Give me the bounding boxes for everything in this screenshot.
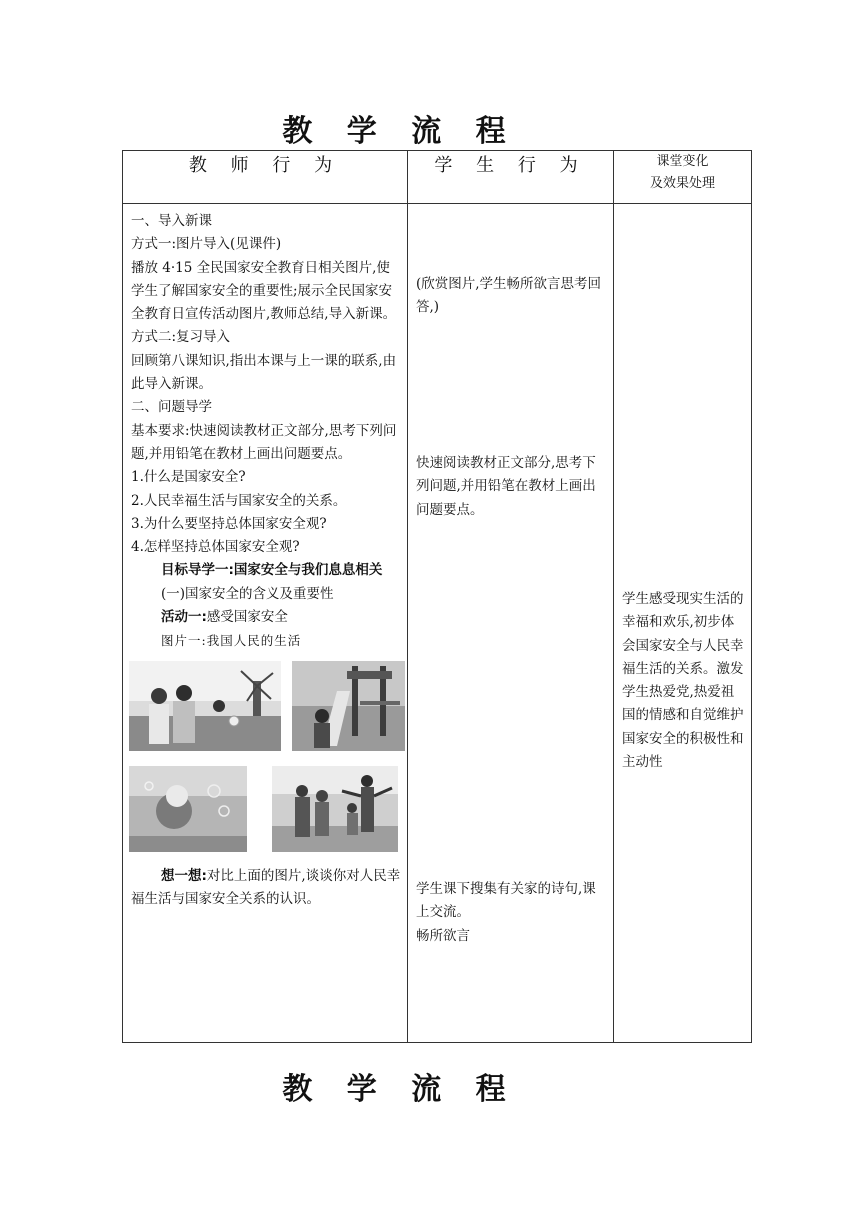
think-text: 对比上面的图片,谈谈你对人民幸福生活与国家安全关系的认识。: [131, 867, 401, 907]
method1-text: 播放 4·15 全民国家安全教育日相关图片,使学生了解国家安全的重要性;展示全民国家安全教育日宣传活动图片,教师总结,导入新课。: [131, 259, 397, 323]
goal-heading: 目标导学一:国家安全与我们息息相关: [161, 562, 383, 579]
teacher-cell: [123, 204, 408, 1043]
header-effect-line1: 课堂变化: [656, 154, 709, 169]
table-body-row: [123, 204, 752, 1043]
photo-playground-slide: [292, 661, 405, 751]
question-1: 1.什么是国家安全?: [131, 469, 246, 486]
method2-label: 方式二:复习导入: [131, 329, 231, 346]
photo-grid: [129, 661, 401, 861]
header-effect-line2: 及效果处理: [649, 176, 715, 191]
photo-family-park: [129, 661, 281, 751]
teaching-flow-table: [122, 150, 752, 1043]
header-student: 学 生 行 为: [408, 151, 614, 204]
think-label: 想一想:: [161, 867, 207, 884]
question-3: 3.为什么要坚持总体国家安全观?: [131, 515, 327, 532]
think-paragraph: [131, 865, 401, 912]
effect-cell: [614, 204, 752, 1043]
activity-text: 感受国家安全: [206, 609, 288, 626]
photo-refugees-field: [272, 766, 398, 852]
header-teacher: 教 师 行 为: [123, 151, 408, 204]
student-response-3-line1: 学生课下搜集有关家的诗句,课上交流。: [416, 881, 596, 921]
guide-heading: 二、问题导学: [131, 399, 212, 416]
intro-heading: 一、导入新课: [131, 213, 212, 229]
student-response-1: (欣赏图片,学生畅所欲言思考回答,): [416, 276, 602, 316]
activity-label: 活动一:: [161, 609, 207, 626]
activity-line: [131, 606, 401, 629]
question-2: 2.人民幸福生活与国家安全的关系。: [131, 492, 347, 509]
photo-child-bubbles: [129, 766, 247, 852]
student-response-3-line2: 畅所欲言: [416, 927, 470, 944]
effect-text: 学生感受现实生活的幸福和欢乐,初步体会国家安全与人民幸福生活的关系。激发学生热爱党,热爱祖国的情感和自觉维护国家安全的积极性和主动性: [622, 591, 744, 771]
student-cell: [408, 204, 614, 1043]
student-response-2: 快速阅读教材正文部分,思考下列问题,并用铅笔在教材上画出问题要点。: [416, 455, 596, 518]
header-effect: [614, 151, 752, 204]
picture-caption: 图片一:我国人民的生活: [161, 633, 302, 649]
method2-text: 回顾第八课知识,指出本课与上一课的联系,由此导入新课。: [131, 352, 397, 393]
basic-requirement: 基本要求:快速阅读教材正文部分,思考下列问题,并用铅笔在教材上画出问题要点。: [131, 422, 397, 462]
table-header-row: [123, 151, 752, 204]
question-4: 4.怎样坚持总体国家安全观?: [131, 539, 300, 556]
page-title: 教 学 流 程: [282, 114, 518, 149]
page-title-bottom: 教 学 流 程: [282, 1072, 518, 1107]
method1-label: 方式一:图片导入(见课件): [131, 236, 282, 253]
subsection-heading: (一)国家安全的含义及重要性: [161, 585, 334, 602]
student-response-3: [416, 878, 607, 948]
